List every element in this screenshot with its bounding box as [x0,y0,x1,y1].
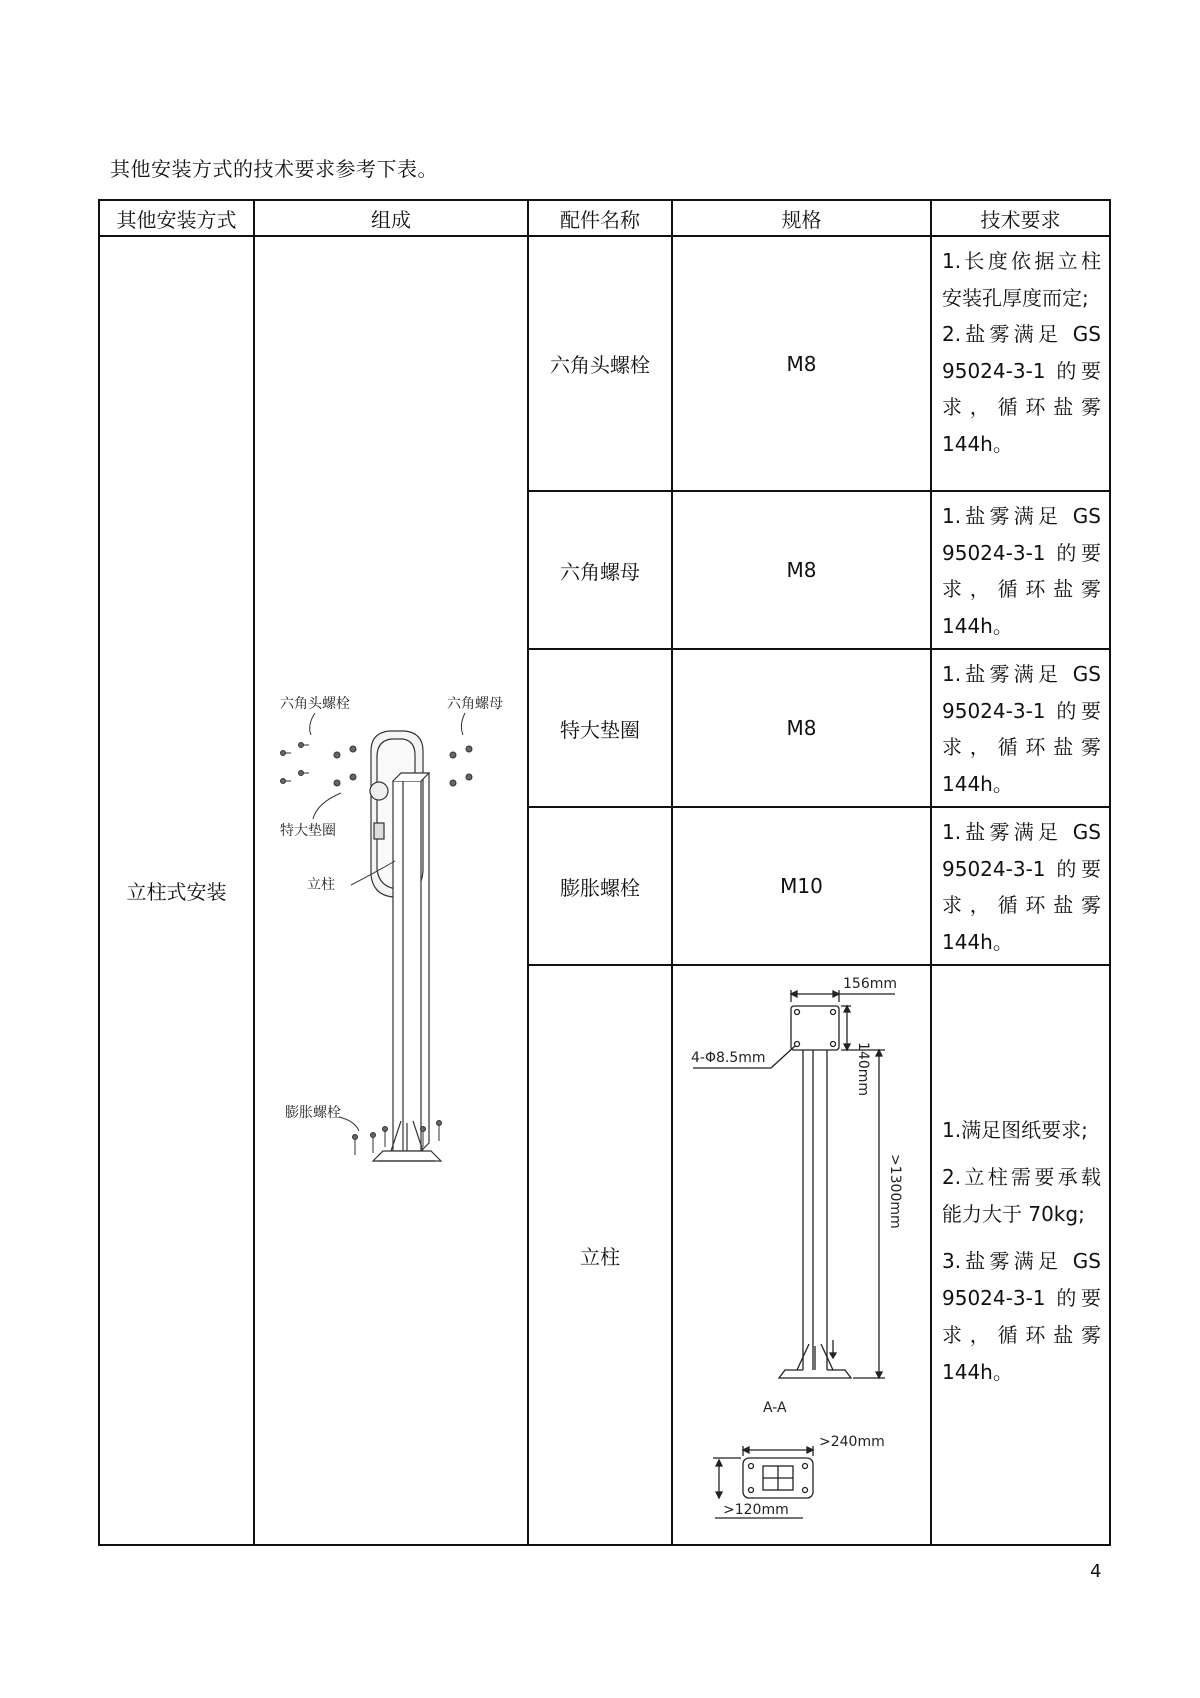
header-composition: 组成 [254,200,528,236]
table-row [99,236,1110,491]
part-name-cell: 六角螺母 [528,491,672,649]
requirement-text: 3.盐雾满足 GS 95024-3-1 的要求，循环盐雾144h。 [942,1248,1101,1384]
section-label: A-A [763,1400,787,1416]
dim-base-width-label: >240mm [819,1434,885,1450]
dim-total-height-label: >1300mm [887,1154,903,1229]
composition-cell [254,236,528,1545]
spec-cell: M8 [672,491,931,649]
requirement-text: 1.盐雾满足 GS 95024-3-1 的要求，循环盐雾144h。 [942,504,1101,638]
spec-table [98,199,1111,1546]
requirement-text: 2.立柱需要承载能力大于 70kg; [942,1164,1101,1226]
label-pillar: 立柱 [307,876,335,893]
page-number: 4 [1090,1561,1102,1582]
requirement-text: 1.盐雾满足 GS 95024-3-1 的要求，循环盐雾144h。 [942,820,1101,954]
part-name-cell: 膨胀螺栓 [528,807,672,965]
part-name-cell: 立柱 [528,965,672,1545]
method-cell: 立柱式安装 [99,236,254,1545]
label-washer: 特大垫圈 [280,822,336,839]
label-hex-bolt: 六角头螺栓 [280,695,350,712]
label-expansion-bolt: 膨胀螺栓 [285,1104,341,1121]
spec-cell: M10 [672,807,931,965]
label-hex-nut: 六角螺母 [447,695,503,712]
requirements-cell [931,807,1110,965]
table-header-row [99,200,1110,236]
requirements-cell [931,491,1110,649]
requirement-text: 1.满足图纸要求; [942,1117,1088,1142]
spec-cell: M8 [672,649,931,807]
pillar-dimension-drawing [673,966,932,1544]
requirements-cell [931,236,1110,491]
spec-cell: M8 [672,236,931,491]
dim-holes-label: 4-Φ8.5mm [691,1050,766,1066]
spec-drawing-cell [672,965,931,1545]
header-part-name: 配件名称 [528,200,672,236]
requirement-text: 2.盐雾满足 GS 95024-3-1 的要求，循环盐雾144h。 [942,322,1101,456]
header-spec: 规格 [672,200,931,236]
part-name-cell: 特大垫圈 [528,649,672,807]
requirements-cell [931,649,1110,807]
header-requirements: 技术要求 [931,200,1110,236]
pillar-assembly-illustration [255,251,529,1531]
requirement-text: 1.盐雾满足 GS 95024-3-1 的要求，循环盐雾144h。 [942,662,1101,796]
requirements-cell [931,965,1110,1545]
requirement-text: 1.长度依据立柱安装孔厚度而定; [942,249,1101,310]
dim-width-label: 156mm [843,976,897,992]
part-name-cell: 六角头螺栓 [528,236,672,491]
intro-text: 其他安装方式的技术要求参考下表。 [110,157,438,181]
dim-base-depth-label: >120mm [723,1502,789,1518]
dim-top-height-label: 140mm [855,1042,871,1096]
header-method: 其他安装方式 [99,200,254,236]
